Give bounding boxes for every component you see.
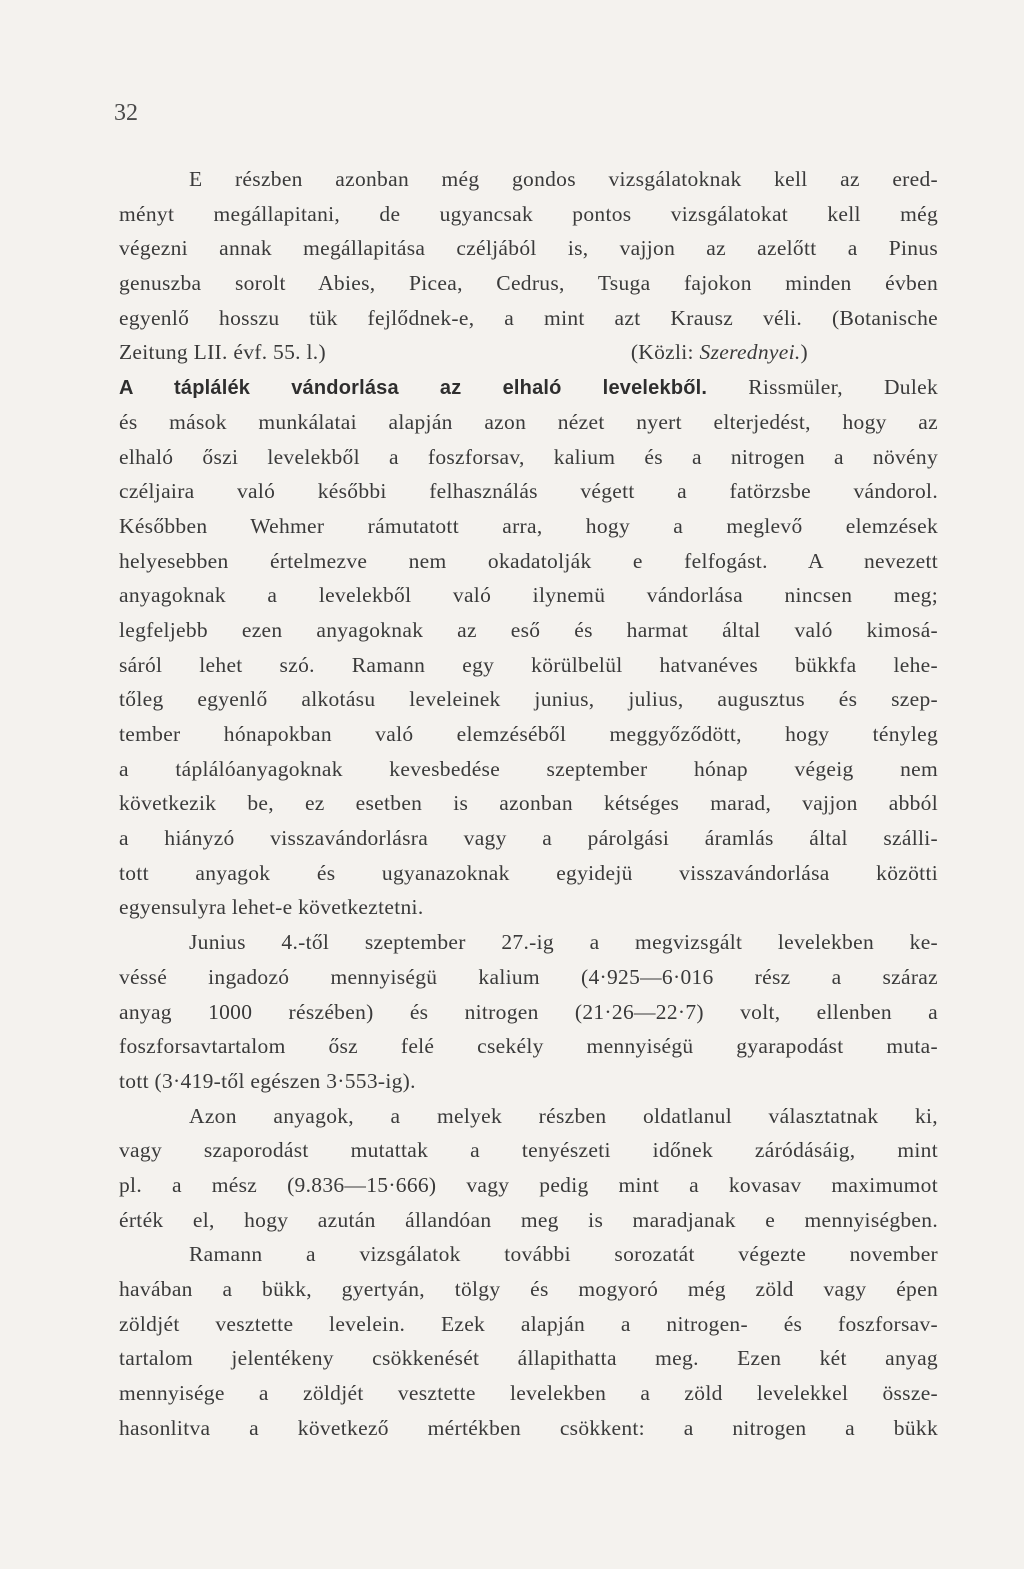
text-line <box>119 162 938 197</box>
line-text: végezni annak megállapitása czéljából is, vajjon az azelőtt a Pinus <box>119 236 938 261</box>
text-line <box>119 648 938 683</box>
line-text: véssé ingadozó mennyiségü kalium (4·925—6·016 rész a száraz <box>119 964 938 989</box>
line-text: a táplálóanyagoknak kevesbedése szeptember hónap végeig nem <box>119 756 938 781</box>
text-line <box>119 925 938 960</box>
text-line <box>119 960 938 995</box>
text-line <box>119 1272 938 1307</box>
text-line <box>119 301 938 336</box>
line-text: mennyisége a zöldjét vesztette levelekben a zöld levelekkel össze- <box>119 1381 938 1406</box>
text-line <box>119 544 938 579</box>
line-text: Junius 4.-től szeptember 27.-ig a megvizsgált levelekben ke- <box>189 930 938 955</box>
line-text: hasonlitva a következő mértékben csökkent: a nitrogen a bükk <box>119 1415 938 1440</box>
line-text: következik be, ez esetben is azonban kétséges marad, vajjon abból <box>119 791 938 816</box>
text-line <box>119 197 938 232</box>
text-line <box>119 405 938 440</box>
line-text: havában a bükk, gyertyán, tölgy és mogyoró még zöld vagy épen <box>119 1277 938 1301</box>
text-line <box>119 682 938 717</box>
line-text: anyag 1000 részében) és nitrogen (21·26—22·7) volt, ellenben a <box>119 999 938 1024</box>
text-line <box>119 1237 938 1272</box>
text-line <box>119 509 938 544</box>
line-text: ményt megállapitani, de ugyancsak pontos vizsgálatokat kell még <box>119 201 938 226</box>
line-text: Azon anyagok, a melyek részben oldatlanul választatnak ki, <box>189 1103 938 1128</box>
text-line <box>119 370 938 405</box>
text-line <box>119 1341 938 1376</box>
text-line <box>119 890 938 925</box>
text-line <box>119 266 938 301</box>
text-line <box>119 1099 938 1134</box>
line-text: a hiányzó visszavándorlásra vagy a párolgási áramlás által szálli- <box>119 826 938 851</box>
line-text: egyenlő hosszu tük fejlődnek-e, a mint azt Krausz véli. (Botanische <box>119 305 938 330</box>
line-text: egyensulyra lehet-e következtetni. <box>119 895 424 920</box>
line-text: tőleg egyenlő alkotásu leveleinek junius, julius, augusztus és szep- <box>119 687 938 712</box>
text-line <box>119 1133 938 1168</box>
line-text: elhaló őszi levelekből a foszforsav, kalium és a nitrogen a növény <box>119 444 938 469</box>
line-text: sáról lehet szó. Ramann egy körülbelül hatvanéves bükkfa lehe- <box>119 652 938 677</box>
line-text: czéljaira való későbbi felhasználás végett a fatörzsbe vándorol. <box>119 479 938 504</box>
line-text: foszforsavtartalom ősz felé csekély mennyiségü gyarapodást muta- <box>119 1034 938 1059</box>
text-line <box>119 1376 938 1411</box>
text-line <box>119 1203 938 1238</box>
line-text: tember hónapokban való elemzéséből meggyőződött, hogy tényleg <box>119 722 938 746</box>
text-line <box>119 474 938 509</box>
section-heading: A táplálék vándorlása az elhaló levelekből. <box>119 377 708 400</box>
line-text: pl. a mész (9.836—15·666) vagy pedig mint a kovasav maximumot <box>119 1172 938 1197</box>
line-text: és mások munkálatai alapján azon nézet nyert elterjedést, hogy az <box>119 409 938 434</box>
line-text: tott (3·419-től egészen 3·553-ig). <box>119 1068 416 1093</box>
line-text: zöldjét vesztette levelein. Ezek alapján a nitrogen- és foszforsav- <box>119 1311 938 1336</box>
line-text: Későbben Wehmer rámutatott arra, hogy a meglevő elemzések <box>119 513 938 538</box>
text-line <box>119 231 938 266</box>
text-line <box>119 578 938 613</box>
line-text: Ramann a vizsgálatok további sorozatát végezte november <box>189 1242 938 1267</box>
page-number: 32 <box>114 100 138 126</box>
line-text: érték el, hogy azután állandóan meg is maradjanak e mennyiségben. <box>119 1207 938 1232</box>
line-text: tott anyagok és ugyanazoknak egyidejü visszavándorlása közötti <box>119 860 938 885</box>
text-line <box>119 1168 938 1203</box>
text-line <box>119 613 938 648</box>
text-line <box>119 995 938 1030</box>
text-line <box>119 856 938 891</box>
line-text: anyagoknak a levelekből való ilynemü vándorlása nincsen meg; <box>119 583 938 608</box>
text-line <box>119 1411 938 1446</box>
signature-name: Szerednyei. <box>699 340 801 365</box>
text-line <box>119 1307 938 1342</box>
line-text: E részben azonban még gondos vizsgálatoknak kell az ered- <box>189 167 938 191</box>
text-line <box>119 786 938 821</box>
body-text <box>119 162 938 1445</box>
line-text: Rissmüler, Dulek <box>707 375 938 400</box>
signature <box>631 335 938 370</box>
signature-suffix: ) <box>800 340 808 365</box>
line-text: genuszba sorolt Abies, Picea, Cedrus, Tsuga fajokon minden évben <box>119 271 938 296</box>
line-text: tartalom jelentékeny csökkenését állapithatta meg. Ezen két anyag <box>119 1346 938 1371</box>
text-line <box>119 440 938 475</box>
signature-prefix: (Közli: <box>630 340 700 365</box>
text-line <box>119 717 938 752</box>
text-line <box>119 752 938 787</box>
text-line <box>119 821 938 856</box>
line-text: vagy szaporodást mutattak a tenyészeti időnek záródásáig, mint <box>119 1138 938 1163</box>
text-line <box>119 335 938 370</box>
text-line <box>119 1064 938 1099</box>
line-text: legfeljebb ezen anyagoknak az eső és harmat által való kimosá- <box>119 617 938 642</box>
line-text: Zeitung LII. évf. 55. l.) <box>119 340 326 365</box>
line-text: helyesebben értelmezve nem okadatolják e felfogást. A nevezett <box>119 548 938 573</box>
text-line <box>119 1029 938 1064</box>
